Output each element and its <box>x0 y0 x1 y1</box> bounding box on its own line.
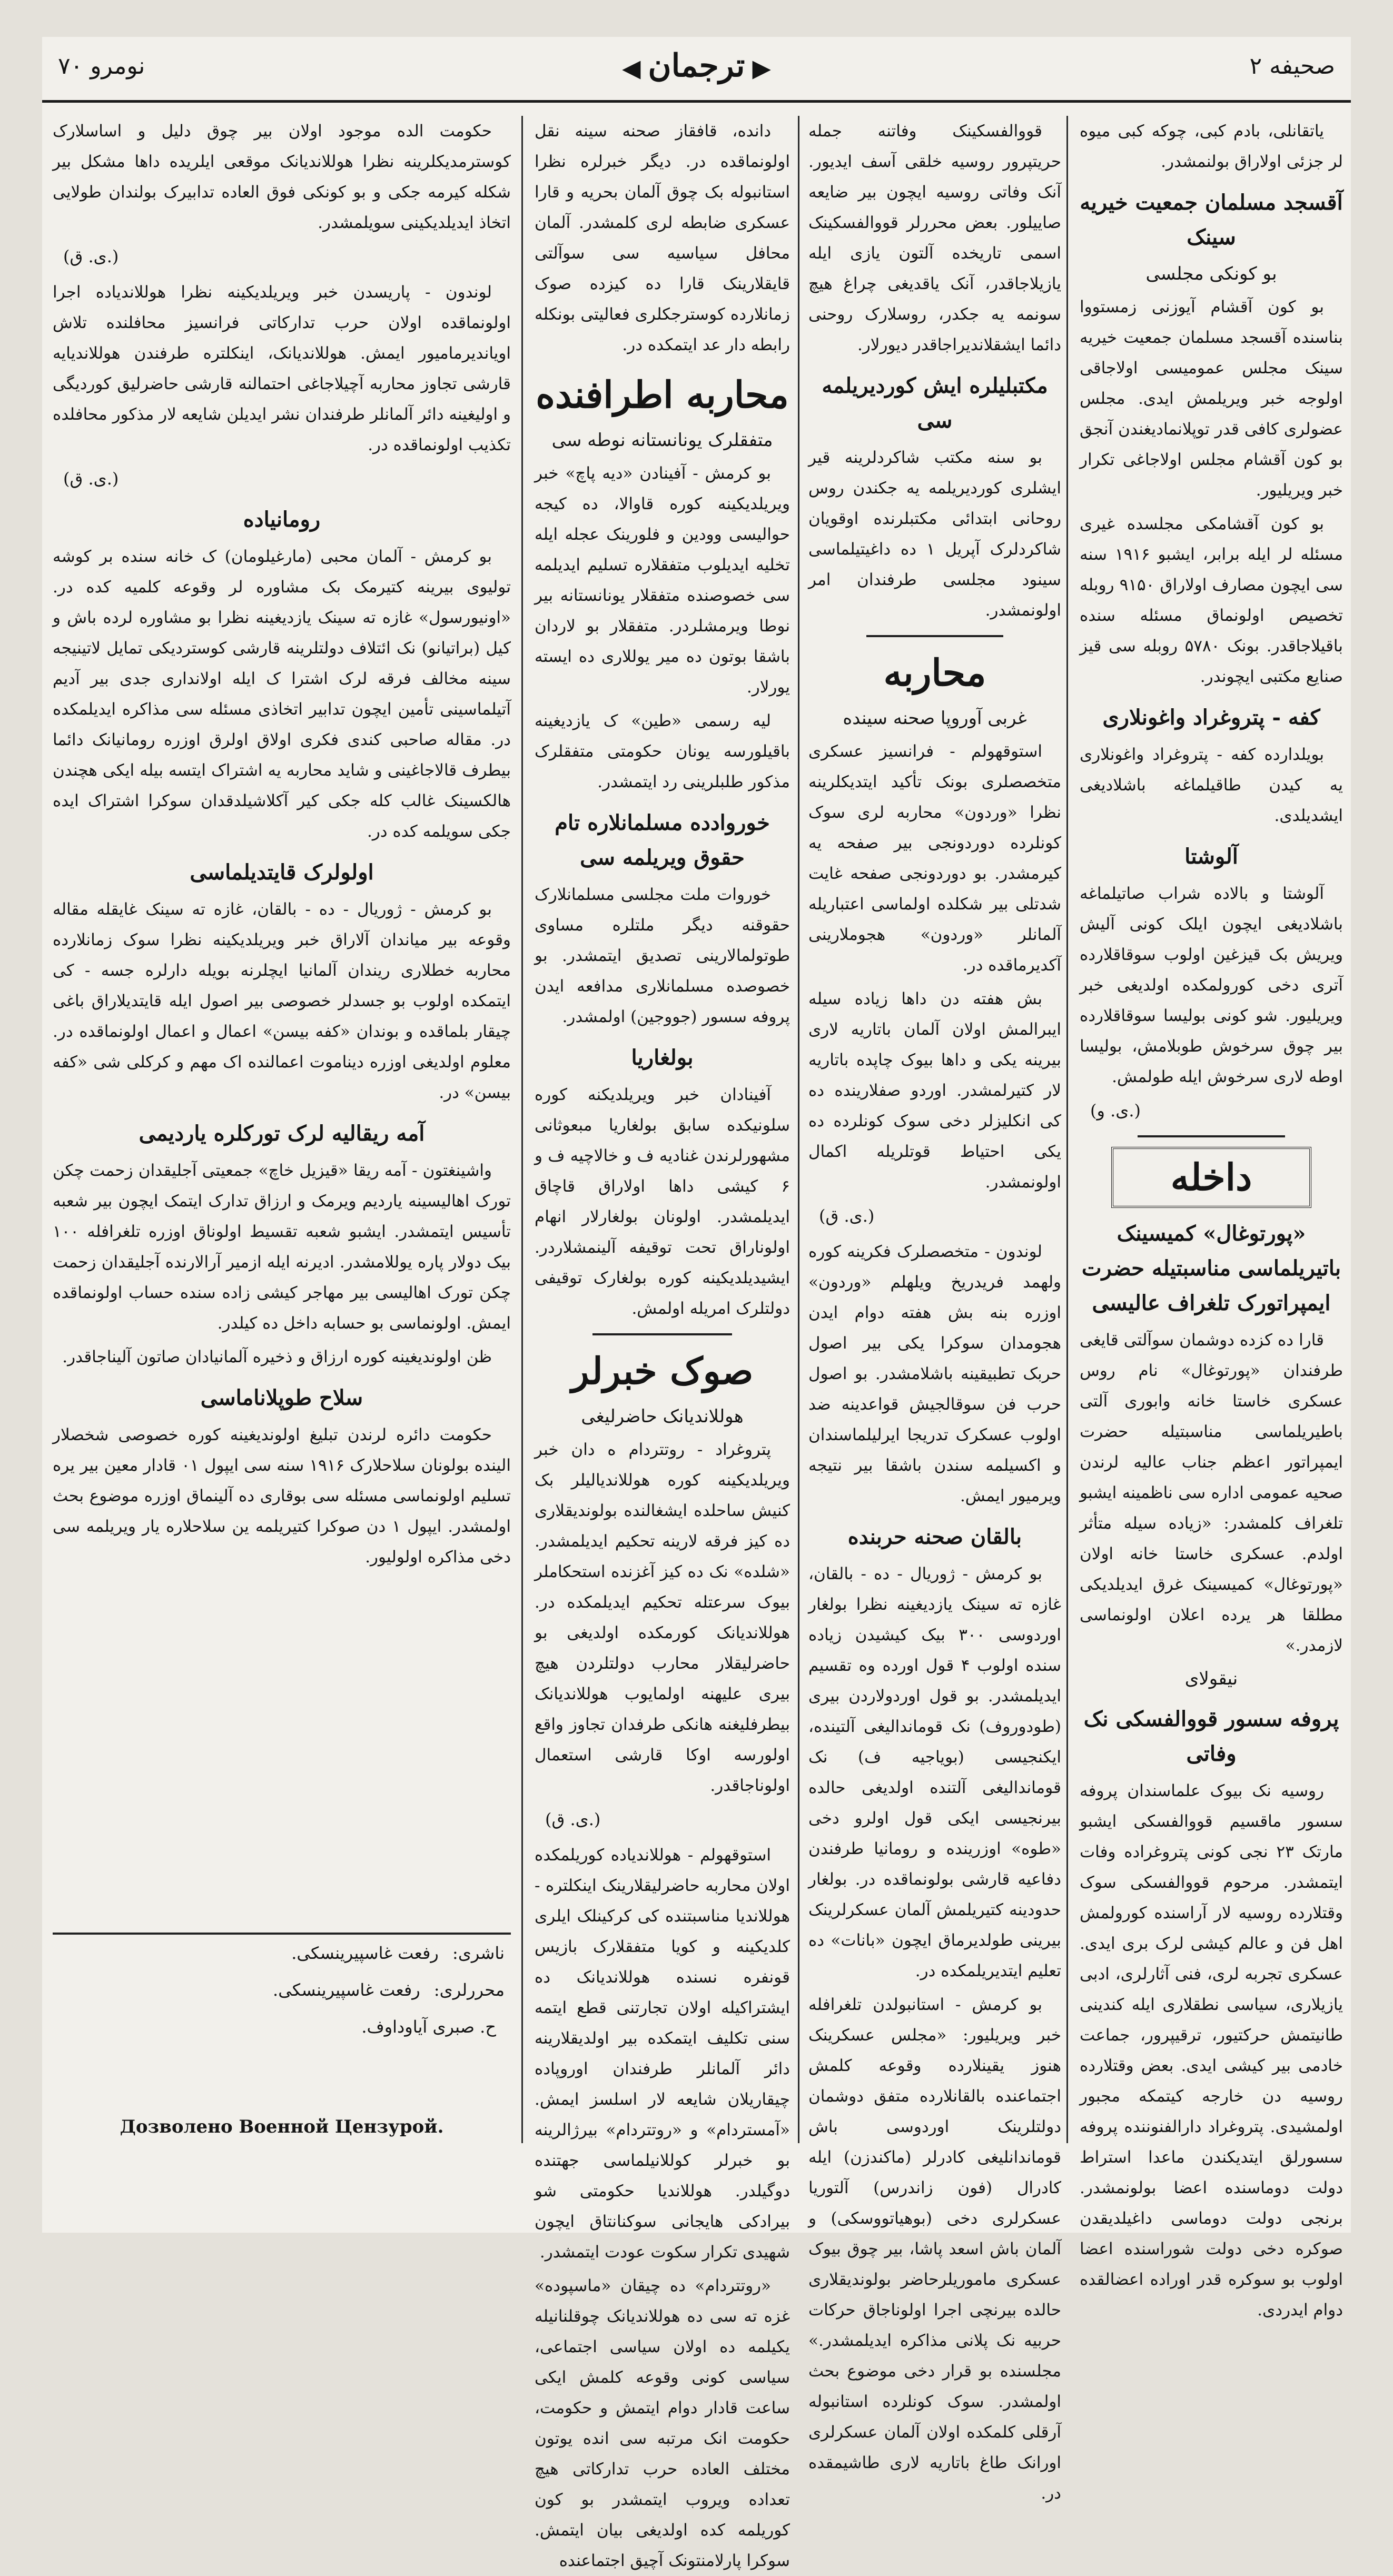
article-text: روسیه نک بیوک علماسندان پروفه سسور ماقسیم قووالفسکی ایشبو مارتک ۲۳ نجی کونی پتروغراده وفات ایتمشدر. مرحوم قووالفسکی سوک وقتلارده روسیه لار آراسنده کورولمش اهل فن و عالم کیشی لرک بری ایدی. عسکری تجربه لری، فنی آثارلری، ادبی یازیلاری، سیاسی نطقلاری ایله کندینی طانیتمش حرکتیور، ترقیپرور، جماعت خادمی بیر کیشی ایدی. بعض وقتلارده روسیه دن خارجه کیتمکه مجبور اولمشیدی. پتروغراد دارالفنوننده پروفه سسورلق ایتدیکندن ماعدا استراط دولت دوماسنده اعضا بولونمشدر. برنجی دولت دوماسی داغیلدیقدن صوکره دخی دولت شوراسنده اعضا اولوب بو سوکره قدر اوراده اعضالقده دوام ایدردی. <box>1080 1781 1343 2320</box>
article-text: استوقهولم - فرانسیز عسکری متخصصلری بونک تأکید ایتدیکلرینه نظرا «وردون» محاربه لری سوک کونلرده دوردونجی بیر صفحه یه کیرمشدر. بو دوردونجی صفحه غایت شدتلی بیر شکلده اولماسی اعتباریله آلمانلر «وردون» هجوملارینی آکدیرماقده در. <box>808 742 1061 975</box>
headline-kovalevsky-death: پروفه سسور قووالفسکی نک وفاتی <box>1083 1707 1339 1766</box>
headline-balkan-front: بالقان صحنه حربنده <box>847 1524 1022 1549</box>
subhead-netherlands-preparation: هوللاندیانک حاضرلیغی <box>581 1406 744 1427</box>
article-text: بو کرمش - استانبولدن تلغرافله خبر ویریلیور: «مجلس عسکرینک هنوز یقینلارده وقوعه کلمش اجتماعنده بالقانلارده متفق دوشمان دولتلرینک اوردوسی باش قوماندانلیغی کادرلر (ماکندزن) ایله کادرال (فون زاندرس) آلتوریا عسکرلری دخی (بوهیاتووسکی) و آلمان باش اسعد پاشا، بیر چوق بیوک عسکری ماموریلرحاضر بولوندیقلاری حالده بیرنچی اجرا اولوناجاق حرکات حربیه نک پلانی مذاکره ایدیلمشدر.» مجلسنده بو قرار دخی موضوع بحث اولمشدر. سوک کونلرده استانبوله آرقلی کلمکده اولان آلمان عسکرلری اورانک طاغ باتاریه لاری طاشیمقده در. <box>808 1995 1061 2503</box>
column-rule <box>798 116 799 2143</box>
ornament-left-icon: ◀ <box>622 54 641 82</box>
section-title-latest-news: صوک خبرلر <box>571 1349 754 1393</box>
article-signature: (ی. ق.) <box>819 1206 875 1226</box>
article-signature: (ی. ق.) <box>545 1809 601 1829</box>
column-rule <box>521 116 523 2143</box>
editors-row-2 <box>53 2008 511 2045</box>
article-text: حکومت دائره لرندن تبلیغ اولوندیغینه کوره خصوصی شخصلار الینده بولونان سلاحلارک ۱۹۱۶ سنه سی ایپول ۰۱ قادار معین بیر یره تسلیم اولونماسی مسئله سی بوقاری ده آلینماق اوزره موضوع بحث اولمشدر. ایپول ۱ دن صوکرا کتیریلمه ین سلاحلاره یار ویریلمه سی دخی مذاکره اولولیور. <box>53 1425 511 1567</box>
article-signature: (ی. ق.) <box>63 246 119 266</box>
article-text: قارا ده کزده دوشمان سوآلتی قایغی طرفندان «پورتوغال» نام روس عسکری خاستا خانه وابوری آلتی باطیریلماسی مناسبتیله حضرت ایمپراتور اعظم جناب عالیه لرندن صحیه عمومی اداره سی ناظمینه ایشبو تلغراف کلمشدر: «زیاده سیله متأثر اولدم. عسکری خاستا خانه اولان «پورتوغال» کمیسینک غرق ایدیلدیکی مطلقا هر یرده اعلان اولونماسی لازمدر.» <box>1080 1331 1343 1655</box>
headline-weapons-collection: سلاح طوپلاناماسی <box>200 1385 363 1410</box>
article-text: حکومت الده موجود اولان بیر چوق دلیل و اساسلارک کوسترمدیکلرینه نظرا هوللاندیانک موقعی ایلریده داها مشکل بیر شکله کیرمه جکی و بو کونکی فوق العاده تدابیرک بولندان طولایی اتخاذ ایدیلدیکینی سویلمشدر. <box>53 122 511 232</box>
separator <box>1138 1135 1285 1137</box>
article-text: آفینادان خبر ویریلدیکنه کوره سلونیکده سابق بولغاریا مبعوثانی مشهورلرندن غنادیه ف و خالاچیه ف و ۶ کیشی داها اولاراق قاچاق ایدیلمشدر. اولونان بولغارلار انهام اولوناراق تحت توقیفه آلینمشلاردر. ایشیدیلدیکینه کوره بولغارک توقیفی دولتلرک امریله اولمش. <box>535 1085 790 1318</box>
article-text: استوقهولم - هوللاندیاده کوریلمکده اولان محاربه حاضرلیقلارینک اینکلتره - هوللاندیا مناسبتنده کی کرکینلک ایلری کلدیکینه و کویا متفقلارک بازیس قونفره نسنده هوللاندیانک ده ایشتراکیله اولان تجارتنی قطع ایتمه سنی تکلیف ایتمکده بیر اولدیقلارینه دائر آلمانلر طرفندان اوروپاده چیقاریلان شایعه لار اسلسز ایمش. «آمستردام» و «روتتردام» بیرژالرینه بو خبرلر کوللانیلماسی جهتنده دوگیلدر. هوللاندیا حکومتی شو بیرادکی هایجانی سوکنانتاق ایچون شهیدی تکرار سکوت عودت ایتمشدر. <box>535 1846 790 2262</box>
article-signature: (ی. و.) <box>1090 1101 1141 1121</box>
article-text: بو کرمش - آفینادن «دیه پاچ» خبر ویریلدیکینه کوره قاوالا، ده کیجه حوالیسی وودین و فلورینک عجله ایله تخلیه ایدیلوب متفقلاره تسلیم ایدیلمه سی خصوصنده متفقلار یونانستانه بیر نوطا ویرمشلردر. متفقلار بو لاردان باشقا بوتون ده میر یوللاری ده ایسته یورلار. <box>535 464 790 697</box>
column-3 <box>535 116 790 2570</box>
article-signature: (ی. ق.) <box>63 469 119 489</box>
headline-corpses-returned: اولولرک قایتدیلماسی <box>190 860 374 885</box>
article-text: لوندون - متخصصلرک فکرینه کوره ولهمد فریدریخ ویلهلم «وردون» اوزره بنه بش هفته دوام ایدن هجومدان سوکرا یکی بیر اصول حربک تطبیقینه باشلامشدر. بو اصول حرب فن سوقالجیش قواعدینه ضد اولوب عسکرک تدریجا ایرلیلماسندان و اکسیلمه سندن باشقا بیر نتیجه ویرمیور ایمش. <box>808 1242 1061 1505</box>
article-text: لوندون - پاریسدن خبر ویریلدیکینه نظرا هوللاندیاده اجرا اولونماقده اولان حرب تدارکاتی فرانسیز محافلنده تلاش اویاندیرمامیور ایمش. هوللاندیانک، اینکلتره طرفندن هوللاندیایه قارشی تجاوز محاربه آچیلاجاغی احتمالنه قارشی حاضرلیق کوردیگی و اولیغینه دائر آلمانلر طرفندان نشر ایدیلن شایعه لار مذکور محافلده تکذیب اولونماقده در. <box>53 283 511 454</box>
page-number: صحیفه ۲ <box>1249 53 1335 80</box>
headline-akmesjid-society: آقسجد مسلمان جمعیت خیریه سینک <box>1080 190 1343 250</box>
article-text: بو کرمش - آلمان محبی (مارغیلومان) ک خانه سنده بر کوشه تولیوی بیرینه کتیرمک بک مشاوره لر وقوعه کلمیه کده در. «اونیورسول» غازه ته سینک یازدیغینه نظرا بو مشاوره لرده باش و کیل (براتیانو) نک ائتلاف دولتلرینه قارشی کوستردیکی تمایل لاتینیجه سینه مخالف فرقه لرک اشترا ک ایله اولانداری جدی بیر آدیم آتیلماسینی تأمین ایچون تدابیر اتخاذی مسئله سی مذاکره ایدیلمکده در. مقاله صاحبی کندی فکری اولاق اولرق اوزره رومانیانک دائما بیطرف قالاجاغینی و شاید محاربه یه اشتراک ایتسه بیله ایکی هچندن هالکسینک غالب کله جکی کیر آکلاشیلدقدان سوکرا اشتراک ایده جکی سویلمه کده در. <box>53 547 511 841</box>
publisher-label: ناشری: <box>452 1943 505 1963</box>
article-text: ظن اولوندیغینه کوره ارزاق و ذخیره آلمانیادان صاتون آلیناجاقدر. <box>62 1348 492 1366</box>
article-text: بش هفته دن داها زیاده سیله ایبرالمش اولان آلمان باتاریه لاری بیرینه یکی و داها بیوک چاپده باتاریه لار کتیرلمشدر. اوردو صفلارینده ده کی انکلیزلر دخی سوک کونلرده ده یکی احتیاط قوتلریله اکمال اولونمشدر. <box>808 989 1061 1192</box>
article-text: آلوشتا و بالاده شراب صاتیلماغه باشلادیغی ایچون ایلک کونی آلیش ویریش بک قیزغین اولوب سوقاقلارده آتری دخی کورولمکده اولدیغی خبر ویریلیور. شو کونی بولیسا سوقاقلارده بیر چوق سرخوش طوبلامش، بولیسا اوطه لاری سرخوش ایله طولمش. <box>1080 884 1343 1086</box>
article-text: دانده، قافقاز صحنه سینه نقل اولونماقده در. دیگر خبرلره نظرا استانبوله بک چوق آلمان بحریه و قارا عسکری ضابطه لری کلمشدر. آلمان محافل سیاسیه سی سوآلتی قایقلارینک قارا ده کیزده صوک زمانلارده کوسترجکلری فعالیتی بونکله رابطه دار عد ایتمکده در. <box>535 122 790 354</box>
censorship-notice: Дозволено Военной Цензурой. <box>120 2116 444 2137</box>
section-title-around-war: محاربه اطرافنده <box>536 373 789 417</box>
newspaper-name: ترجمان <box>648 47 745 84</box>
separator <box>592 1333 732 1335</box>
issue-number: نومرو ۷۰ <box>58 53 145 80</box>
column-4 <box>53 116 511 2143</box>
article-text: پتروغراد - روتتردام ه دان خبر ویریلدیکینه کوره هوللاندیالیلر بک کنیش ساحلده ایشغالنده بولوندیقلاری ده کیز فرقه لارینه تحکیم ایدیلمشدر. «شلده» نک ده کیز آغزنده استحکاملر بیوک سرعتله تحکیم ایدیلمکده در. هوللاندیانک کورمکده اولدیغی بو حاضرلیقلار محارب دولتلردن هیچ بیری علیهنه اولمایوب هوللاندیانک بیطرفلیغنه هانکی طرفدان تجاوز واقع اولورسه اوکا قارشی استعمال اولوناجاقدر. <box>535 1440 790 1795</box>
article-text: «روتتردام» ده چیقان «ماسپوده» غزه ته سی ده هوللاندیانک چوقلنانیله یکیلمه ده اولان سیاسی اجتماعی، سیاسی کونی وقوعه کلمش ایکی ساعت قادار دوام ایتمش و حکومت، حکومت انک مرتبه سی انده یوتون مختلف العاده حرب تدارکاتی هیچ تعداده ویروب ایتمشدر بو کون کوریلمه کده اولدیغی بیان ایتمش. سوکرا پارلامنتونک آچیق اجتماعنده <box>535 2276 790 2570</box>
headline-school-work: مکتبلیلره ایش کوردیریلمه سی <box>822 373 1048 433</box>
imprint-box <box>53 1933 511 2045</box>
article-text: بو کرمش - ژوریال - ده - بالقان، غازه ته سینک غایقله مقاله وقوعه بیر میاندان آلاراق خبر ویریلدیکینه نظرا سوک زمانلارده محاربه خطلاری ریندان آلمانیا ایچلرنه بویله دارلره جسه - کی ایتمکده اولوب بو جسدلر خصوصی بیر اصول ایله قایتدیلاراق باغی چیقار بلماقده و بوندان «کفه بیسن» اعمال و اعمال اولونماقده در. معلوم اولدیغی اوزره دیناموت اعمالنده اک مهم و کرکلی شی «کفه بیسن» در. <box>53 900 511 1102</box>
headline-american-aid: آمه ریقالیه لرک تورکلره یاردیمی <box>139 1121 425 1146</box>
intro-text: یاتقانلی، بادم کبی، چوکه کبی میوه لر جزئی اولاراق بولنمشدر. <box>1080 122 1343 171</box>
section-title-domestic: داخله <box>1111 1147 1311 1208</box>
ornament-right-icon: ▶ <box>752 54 771 82</box>
column-rule <box>1066 116 1068 2143</box>
headline-romania: رومانیاده <box>243 507 321 532</box>
editor-name-2: ح. صبری آیاوداوف. <box>361 2017 496 2037</box>
subhead-meeting: بو کونکی مجلسی <box>1145 263 1277 284</box>
headline-wagons: کفه - پتروغراد واغونلاری <box>1102 705 1320 730</box>
article-text: بو سنه مکتب شاکردلرینه قیر ایشلری کوردیریلمه یه جکندن روس روحانی ابتدائی مکتبلرنده اوقویان شاکردلرک آپریل ۱ ده داغیتیلماسی سینود مجلسی طرفندان امر اولونمشدر. <box>808 448 1061 620</box>
separator <box>866 635 1003 637</box>
headline-bulgaria: بولغاریا <box>631 1045 694 1070</box>
headline-croatia-muslims: خوروادده مسلمانلاره تام حقوق ویریلمه سی <box>555 810 770 870</box>
article-text: بو کون آقشامکی مجلسده غیری مسئله لر ایله برابر، ایشبو ۱۹۱۶ سنه سی ایچون مصارف اولاراق ۹۱۵۰ روبله تخصیص اولونماق مسئله سنده باقیلاجاقدر. بونک ۵۷۸۰ روبله سی قیز صنایع مکتبی ایچوندر. <box>1080 514 1343 686</box>
article-text: بویلدارده کفه - پتروغراد واغونلاری یه کیدن طاقیلماغه باشلادیغی ایشدیلدی. <box>1080 745 1343 825</box>
newspaper-title <box>42 47 1351 84</box>
masthead <box>42 37 1351 103</box>
article-text: واشینغتون - آمه ریقا «قیزیل خاچ» جمعیتی آجلیقدان زحمت چکن تورک اهالیسینه یاردیم ویرمک و ارزاق تدارک ایتمک ایچون بیر شعبه تأسیس ایتمشدر. ایشبو شعبه تقسیط اولوناق اوزره تلغرافله ۱۰۰ بیک دولار پاره یوللامشدر. ادیرنه ایله ازمیر آرالارنده آجلیقدان زحمت چکن تورک اهالیسی بیر مهاجر کیشی زاده سنده حساب اولونماقده ایمش. اولونماسی بو حسابه داخل ده کیلدر. <box>53 1161 511 1333</box>
publisher-name: رفعت غاسپیرینسکی. <box>291 1943 439 1963</box>
section-title-war: محاربه <box>883 651 986 695</box>
signature-nicholas: نیقولای <box>1184 1668 1238 1689</box>
headline-portugal-telegram: «پورتوغال» کمیسینک باتیریلماسی مناسبتیله حضرت ایمپراتورک تلغراف عالیسی <box>1081 1221 1341 1315</box>
column-4-body <box>53 116 511 1906</box>
editors-label: محررلری: <box>433 1980 505 2000</box>
editors-row <box>53 1971 511 2008</box>
column-2 <box>808 116 1061 2503</box>
article-text: قووالفسکینک وفاتنه جمله حریتپرور روسیه خلقی آسف ایدیور. آنک وفاتی روسیه ایچون بیر ضایعه صاییلور. بعض محررلر قووالفسکینک اسمی تاریخده آلتون یازی ایله یازیلاجاقدر، آنک یاقدیغی چراغ هیچ سونمه یه جکدر، روسلارک روحنی دائما ایشقلاندیراجاقدر دیورلار. <box>808 122 1061 354</box>
article-text: بو کرمش - ژوریال - ده - بالقان، غازه ته سینک یازدیغینه نظرا بولغار اوردوسی ۳۰۰ بیک کیشیدن زیاده سنده اولوب ۴ قول اورده وه تقسیم ایدیلمشدر. بو قول اوردولاردن بیری (طودوروف) نک قوماندالیغی آلتینده، ایکنجیسی (بویاجیه ف) نک قوماندالیغی آلتنده اولدیغی حالده بیرنجیسی ایکی قول اولرو دخی «طوه» اوزرینده و رومانیا طرفندن دفاعیه قارشی بولونماقده در. بولغار حدودینه کتیریلمش آلمان عسکرلرینک بیرینی طولدیرماق ایچون «بانات» ده تعلیم ایتدیریلمکده در. <box>808 1564 1061 1980</box>
editor-name-1: رفعت غاسپیرینسکی. <box>273 1980 420 2000</box>
article-text: خوروات ملت مجلسی مسلمانلارک حقوقنه دیگر ملتلره مساوی طوتولمالارینی تصدیق ایتمشدر. بو خصوصده مسلمانلاری مدافعه ایدن پروفه سسور (جووجین) اولمشدر. <box>535 885 790 1026</box>
article-text: بو کون آقشام آیوزنی زمستووا بناسنده آقسجد مسلمان جمعیت خیریه سینک مجلس عمومیسی اولاجاقی اولوجه خبر ویریلمش ایدی. مجلس عضولری کافی قدر توپلانمادیغندن آنجق بو کون آقشام مجلس اولاجاغی تکرار خبر ویریلیور. <box>1080 298 1343 500</box>
subhead-greece-note: متفقلرک یونانستانه نوطه سی <box>551 430 773 451</box>
publisher-row <box>53 1935 511 1971</box>
column-1 <box>1080 116 1343 2320</box>
newspaper-page <box>42 37 1351 2570</box>
subhead-western-front: غربی آوروپا صحنه سینده <box>843 708 1027 729</box>
headline-alushta: آلوشتا <box>1184 844 1238 869</box>
article-text: لیه رسمی «طین» ک یازدیغینه باقیلورسه یونان حکومتی متفقلرک مذکور طلبلرینی رد ایتمشدر. <box>535 711 790 791</box>
